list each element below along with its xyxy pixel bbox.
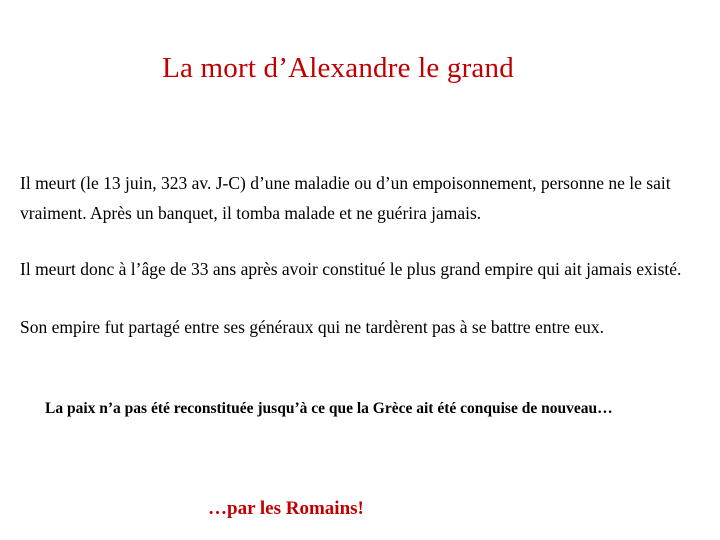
slide-title: La mort d’Alexandre le grand [162,52,514,84]
conclusion-romans: …par les Romains! [208,498,364,519]
paragraph-death-cause: Il meurt (le 13 juin, 323 av. J-C) d’une maladie ou d’un empoisonnement, personne ne le sait vraiment. Après un banquet, il tomba malade et ne guérira jamais. [20,173,671,223]
paragraph-death-age: Il meurt donc à l’âge de 33 ans après avoir constitué le plus grand empire qui ait jamais existé. [20,259,682,279]
peace-note: La paix n’a pas été reconstituée jusqu’à ce que la Grèce ait été conquise de nouveau… [45,400,613,417]
paragraph-empire-division: Son empire fut partagé entre ses généraux qui ne tardèrent pas à se battre entre eux. [20,317,605,337]
